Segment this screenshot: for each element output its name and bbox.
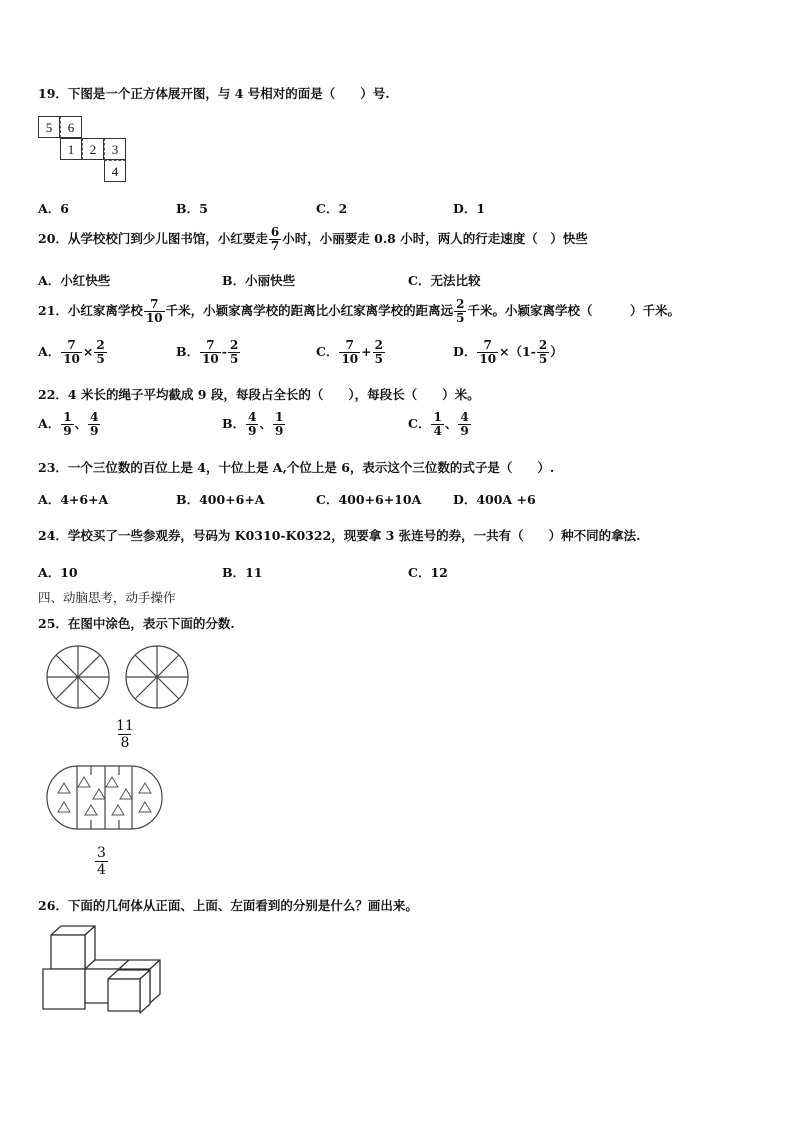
cubes-figure [40, 923, 165, 1015]
q22-text: 22．4 米长的绳子平均截成 9 段，每段占全长的（ ），每段长（ ）米。 [38, 387, 480, 402]
fraction-3-4: $\frac{3}{4}$ [97, 845, 106, 878]
q24-text: 24．学校买了一些参观券，号码为 K0310-K0322，现要拿 3 张连号的券，一共有（ ）种不同的拿法. [38, 528, 641, 543]
q23-option-d[interactable]: D．400A +6 [453, 492, 536, 507]
q22-option-a[interactable]: A． $\frac{1}{9}$ 、 $\frac{4}{9}$ [38, 410, 99, 438]
q24-option-a[interactable]: A．10 [38, 565, 78, 580]
q26-text: 26．下面的几何体从正面、上面、左面看到的分别是什么？画出来。 [38, 898, 418, 913]
q22-option-b[interactable]: B． $\frac{4}{9}$ 、 $\frac{1}{9}$ [222, 410, 284, 438]
q23-text: 23．一个三位数的百位上是 4，十位上是 A,个位上是 6，表示这个三位数的式子是（ ）. [38, 460, 555, 475]
q19-option-c[interactable]: C．2 [316, 201, 348, 216]
q21-option-d[interactable]: D． $\frac{7}{10}$ ×（1- $\frac{2}{5}$ ） [453, 338, 563, 366]
net-cell-2: 2 [82, 138, 104, 160]
q19-option-d[interactable]: D．1 [453, 201, 486, 216]
net-cell-6: 6 [60, 116, 82, 138]
q20-option-a[interactable]: A．小红快些 [38, 273, 111, 288]
q22-option-c[interactable]: C． $\frac{1}{4}$ 、 $\frac{4}{9}$ [408, 410, 469, 438]
q23-option-b[interactable]: B．400+6+A [176, 492, 265, 507]
q19-option-a[interactable]: A．6 [38, 201, 69, 216]
q20-option-c[interactable]: C．无法比较 [408, 273, 481, 288]
q20-text: 20．从学校校门到少儿图书馆，小红要走 $\frac{6}{7}$ 小时，小丽要走 0.8 小时，两人的行走速度（ ）快些 [38, 225, 588, 253]
q24-option-c[interactable]: C．12 [408, 565, 448, 580]
q19-text: 19．下图是一个正方体展开图，与 4 号相对的面是（ ）号. [38, 86, 390, 101]
net-cell-1: 1 [60, 138, 82, 160]
q21-text: 21．小红家离学校 $\frac{7}{10}$ 千米，小颖家离学校的距离比小红家离学校的距离远 $\frac{2}{5}$ 千米。小颖家离学校（ ）千米。 [38, 297, 680, 325]
circles-figure [40, 642, 200, 712]
q21-option-a[interactable]: A． $\frac{7}{10}$ × $\frac{2}{5}$ [38, 338, 105, 366]
net-cell-4: 4 [104, 160, 126, 182]
net-cell-3: 3 [104, 138, 126, 160]
net-cell-5: 5 [38, 116, 60, 138]
q21-option-b[interactable]: B． $\frac{7}{10}$ - $\frac{2}{5}$ [176, 338, 239, 366]
q19-option-b[interactable]: B．5 [176, 201, 208, 216]
section-heading: 四、动脑思考，动手操作 [38, 590, 176, 605]
q24-option-b[interactable]: B．11 [222, 565, 263, 580]
circle-1[interactable] [47, 646, 109, 708]
circle-2[interactable] [126, 646, 188, 708]
q25-text: 25．在图中涂色，表示下面的分数. [38, 616, 235, 631]
q21-option-c[interactable]: C． $\frac{7}{10}$ + $\frac{2}{5}$ [316, 338, 383, 366]
q23-option-c[interactable]: C．400+6+10A [316, 492, 422, 507]
fraction-11-8: $\frac{11}{8}$ [116, 718, 134, 751]
capsule-triangles-figure[interactable] [46, 765, 164, 831]
q20-option-b[interactable]: B．小丽快些 [222, 273, 296, 288]
q23-option-a[interactable]: A．4+6+A [38, 492, 109, 507]
fraction: $\frac{6}{7}$ [270, 225, 280, 253]
